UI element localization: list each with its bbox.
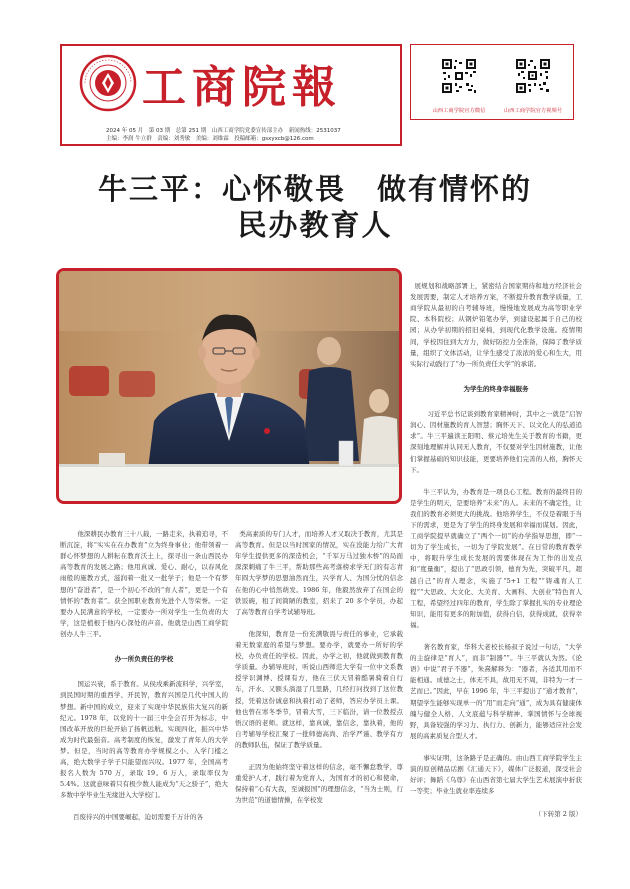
qr-code-icon xyxy=(515,58,551,94)
article-paragraph: 事实证明，这条路子是正确的。由山西工商学院学生主演的原创精品话剧《汇通天下》，媒体广泛报道，深受社会好评；舞蹈《乌尊》在山西省第七届大学生艺术展演中折获一等奖；毕业生就业率连续多 xyxy=(410,754,582,796)
article-paragraph: 他深知，教育是一份充满敬畏与责任的事业，它承载着无数家庭的希望与梦想。要办学，就要办一所好的学校，办负责任的学校。因此，办学之初，他就做到教育教学质量。办辅导班时，听说山西师范大学有一位中文系教授学识渊博、授课有方，他在三伏天冒着酷暑骑着自行车，汗水、又额头淌湿了几里路，几经打问找到了这位教授，凭着这份诚意和执着打动了老师，答应办学员上课。他也曾在寒冬季节，冒着大雪，三下临汾，请一位教授点悟汉语的老师。就这样，靠真诚，靠信念，靠执着，他的自考辅导学校汇聚了一批师德高尚、治学严谨、教学有方的教师队伍，保证了教学质量。 xyxy=(235,629,403,749)
school-logo xyxy=(79,54,137,112)
article-paragraph: 国运兴衰，系于教育。从侯戌乘新流料学，兴学室，到民国时期的重西学、开民智，教育兴国是几代中国人的梦想。新中国的成立，迎来了实现中华民族伟大复兴的新纪元。1978 年，以党的十一届三中全会召开为标志，中国改革开放的巨轮开始了扬帆远航。实现四化，振兴中华成为时代最强音。高考制度的恢复，激发了青年人的大学梦。但是，当时的高等教育办学规模之小、入学门槛之高，绝大数学子学子只能望而兴叹。1977 年，全国高考报名人数为 570 万，录取 19。6 万人，录取率仅为 5.4%。这就意味着只有极少数人能成为“天之骄子”，绝大多数中学毕业生无缘进入大学校门。 xyxy=(60,680,231,800)
qr-caption-wechat: 山西工商学院官方微信 xyxy=(432,108,486,114)
qr-caption-video: 山西工商学院官方视频号 xyxy=(503,108,563,114)
section-subtitle: 办一所负责任的学校 xyxy=(114,655,174,664)
article-column-3 xyxy=(410,270,582,831)
article-column-2 xyxy=(235,518,403,806)
article-paragraph: 百废待兴的中国要崛起，迫切需要千万计的各 xyxy=(60,813,203,822)
article-column-1 xyxy=(60,518,231,824)
article-paragraph: 习近平总书记谈到教育家精神时，其中之一就是“启智润心、因材施教的育人智慧；胸怀天下、以文化人的弘道追求”。牛三平遍读王阳明、蔡元培先生关于教育的书籍，更深刻地理解并认同无人教育，不仅要对学生因材施教，让他们掌握基础的知识技能，更要培养他们完善的人格，胸怀天下。 xyxy=(410,410,583,474)
article-paragraph: 著名教育家，华科大老校长杨叔子说过一句话，“大学的主旋律是“育人”，而非“制器””。牛三平就认为然。《论语》中说“君子不器”，朱熹解释为：“器者，各适其用而不能相通。成德之士，体无不具，故用无不周，非特为一才一艺而已。”因此，早在 1996 年，牛三平提出了“通才教育”，期望学生能够实现单一的“用”而走向“通”，成为具有健康体魄与健全人格、人文底蕴与科学精神、掌国情怀与全球视野，具备较强的学习力、执行力、创新力，能够适应社会发展的高素质复合型人才。 xyxy=(410,643,582,740)
article-paragraph: 类高素质的专门人才，而培养人才又取决于教育，尤其是高等教育。但是以当时国家的情况，实在没能力给广大青年学生提供更多的深造机会，“千军万马过独木桥”的局面深深刺痛了牛三平，帮助那些高考落榜求学无门的有志青年圆大学梦的思想油然而生，兴学育人、为国分忧的信念在他的心中悄然萌发。1986 年，他毅然放弃了在国企的铁饭碗，租了间简陋的教室，招来了 20 多个学员，办起了高等教育自学考试辅导班。 xyxy=(235,530,404,616)
article-paragraph: 展规划和战略部署上，紧密结合国家期待和地方经济社会发展需要，制定人才培养方案，不断提升教育教学质量，工商学院从最初的自考辅导班，慢慢地发展成为高等职业学院、本科院校；从钢炉铅笔办学，到建设起属于自己的校园；从办学初期的招旧桌椅，到现代化教学设施。疫情期间，学校因住到大方力，做好防控力全准备，保障了教学质量，组织了文体活动，让学生感受了浓浓的爱心和生大，用实际行动践行了“办一所负责任大学”的承诺。 xyxy=(410,282,582,368)
headline-line-2: 民办教育人 xyxy=(237,208,393,242)
continued-note: （下转第 2 版） xyxy=(534,809,582,818)
qr-code-icon xyxy=(441,58,477,94)
issue-info: 2024 年 05 月 第 03 期 总第 251 期 山西工商学院党委宣传部主办 新闻热线：2531037 xyxy=(106,128,341,134)
article-paragraph: 他深耕民办教育三十八载，一路走来，执着追寻，不断沉淀，将“实实在在办教育”立为终身事业；他带领着一群心怀梦想的人耕耘在教育沃土上，探寻出一条山西民办高等教育的发展之路；他用真诚、爱心、耐心，以春风化雨般的施教方式，滋润着一批又一批学子；他是一个有梦想的“奋进者”，是一个初心不改的“育人者”，更是一个有情怀的“教育者”。获全国职业教育先进个人等荣誉。一定要办人民满意的学校，一定要办一所对学生一生负责的大学，这是植根于他内心深处的声音。他就是山西工商学院创办人牛三平。 xyxy=(60,530,229,638)
editor-info: 主编：李润 牛立群 责编：刘秀敏 美编：刘维霖 投稿邮箱：gsxyxcb@126.com xyxy=(106,136,314,142)
headline-line-1: 牛三平：心怀敬畏 做有情怀的 xyxy=(97,172,532,206)
newspaper-title: 工商院報 xyxy=(142,62,342,113)
portrait-photo xyxy=(56,268,402,504)
article-paragraph: 牛三平认为，办教育是一项良心工程。教育的最终目的是学生的明天，是要培养“未来”的人。未来的不确定性，让我们的教育必须更大的挑战。他培养学生，不仅是着眼于当下的需求，更是为了学生的终身发展和幸福而谋划。因此，工商学院提早就确立了“两个一切”的办学指导思想，即“一切为了学生成长，一切为了学院发展”。在日常的教育教学中，将眼升学生成长发展的需要体现在为工作的出发点和“度量衡”，提出了“思政引领，德育为先，突破平凡，超越自己”的育人理念，实施了“5+1 工程”“铸魂育人工程”“大思政、大文化、大美育、大画科、大创业”特色育人工程，希望经过四年的教育，学生除了掌握扎实的专业理论知识，能用有更多的附加值，获得自信，获得成就，获得幸福。 xyxy=(410,487,582,629)
article-paragraph: 正因为他始终坚守着这样的信念，毫不懈怠教学，尊重爱护人才，践行着为党育人，为国育才的初心和使命，保持着“心有大我，至诚报国”的理想信念，“当为士则，行为世范”的道德情操，在学校发 xyxy=(235,763,403,805)
section-subtitle: 为学生的终身幸福服务 xyxy=(463,384,529,393)
